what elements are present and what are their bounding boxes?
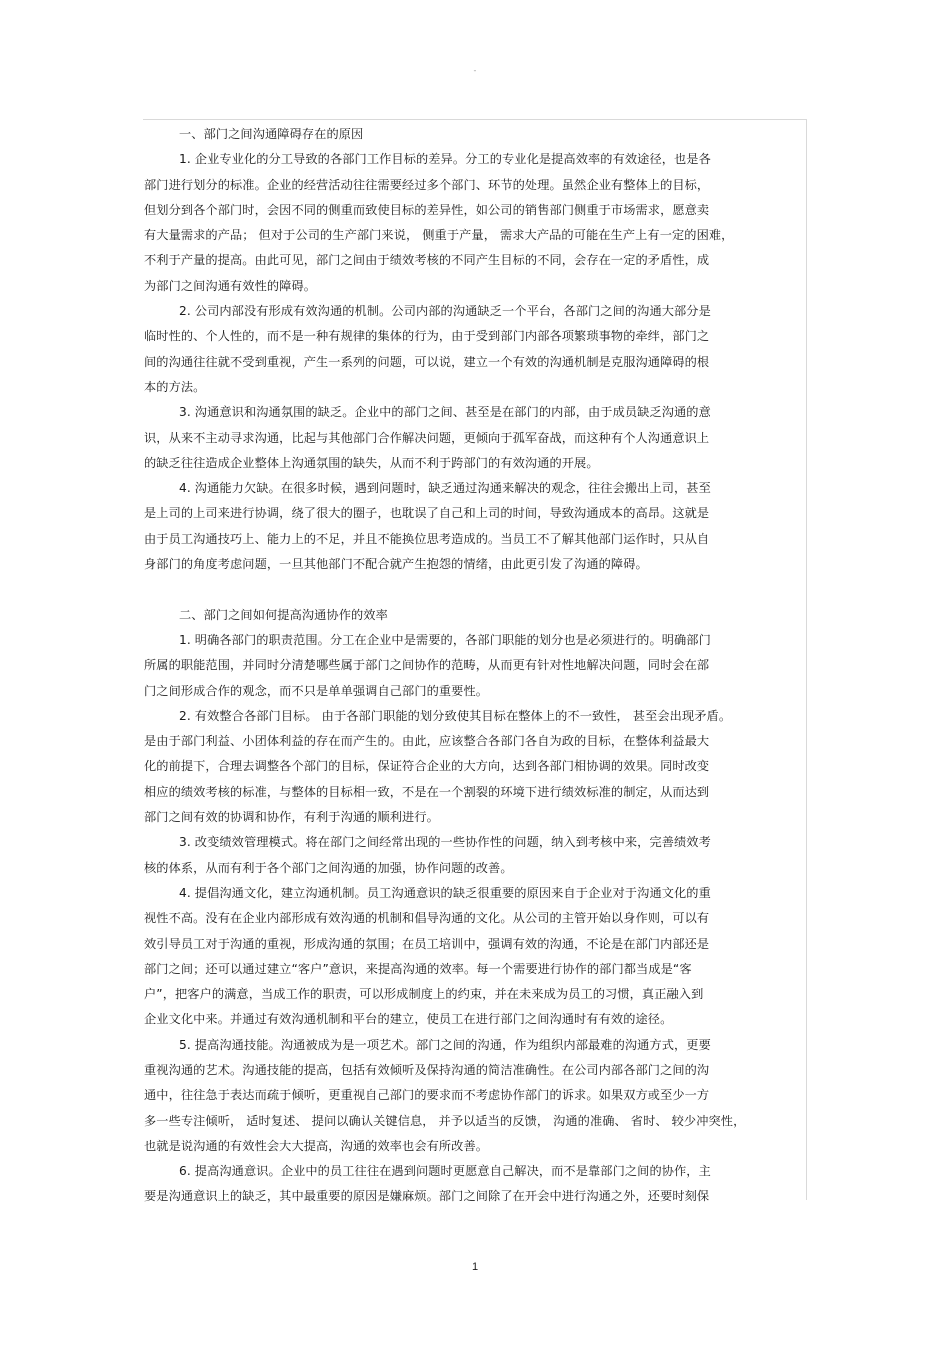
paragraph-line: 1. 企业专业化的分工导致的各部门工作目标的差异。分工的专业化是提高效率的有效途径，也是各 [179,152,711,167]
section-heading: 二、部门之间如何提高沟通协作的效率 [179,607,388,622]
paragraph-line: 企业文化中来。并通过有效沟通机制和平台的建立，使员工在进行部门之间沟通时有有效的途径。 [144,1012,673,1027]
paragraph-line: 效引导员工对于沟通的重视，形成沟通的氛围；在员工培训中，强调有效的沟通，不论是在部门内部还是 [144,936,710,951]
paragraph-line: 的缺乏往往造成企业整体上沟通氛围的缺失，从而不利于跨部门的有效沟通的开展。 [144,455,599,470]
paragraph-line: 由于员工沟通技巧上、能力上的不足，并且不能换位思考造成的。当员工不了解其他部门运作时，只从自 [144,531,710,546]
paragraph-line: 视性不高。没有在企业内部形成有效沟通的机制和倡导沟通的文化。从公司的主管开始以身作则，可以有 [144,911,710,926]
paragraph-line: 本的方法。 [144,379,206,394]
paragraph-line: 间的沟通往往就不受到重视，产生一系列的问题，可以说，建立一个有效的沟通机制是克服沟通障碍的根 [144,354,710,369]
paragraph-line: 有大量需求的产品； 但对于公司的生产部门来说， 侧重于产量， 需求大产品的可能在生产上有一定的困难， [144,228,734,243]
paragraph-line: 临时性的、个人性的，而不是一种有规律的集体的行为，由于受到部门内部各项繁琐事物的牵绊，部门之 [144,329,710,344]
section-gap [144,577,794,602]
paragraph-line: 要是沟通意识上的缺乏，其中最重要的原因是嫌麻烦。部门之间除了在开会中进行沟通之外，还要时刻保 [144,1189,710,1204]
paragraph-line: 但划分到各个部门时，会因不同的侧重而致使目标的差异性，如公司的销售部门侧重于市场需求，愿意卖 [144,202,710,217]
paragraph-line: 4. 提倡沟通文化，建立沟通机制。员工沟通意识的缺乏很重要的原因来自于企业对于沟通文化的重 [179,885,711,900]
paragraph-line: 化的前提下，合理去调整各个部门的目标，保证符合企业的大方向，达到各部门相协调的效果。同时改变 [144,759,710,774]
paragraph-line: 门之间形成合作的观念，而不只是单单强调自己部门的重要性。 [144,683,489,698]
paragraph-line: 重视沟通的艺术。沟通技能的提高，包括有效倾听及保持沟通的简洁准确性。在公司内部各部门之间的沟 [144,1062,710,1077]
paragraph-line: 身部门的角度考虑问题，一旦其他部门不配合就产生抱怨的情绪，由此更引发了沟通的障碍。 [144,557,648,572]
paragraph-line: 2. 有效整合各部门目标。 由于各部门职能的划分致使其目标在整体上的不一致性， 甚至会出现矛盾。 [179,708,732,723]
paragraph-line: 户”，把客户的满意，当成工作的职责，可以形成制度上的约束，并在未来成为员工的习惯，真正融入到 [144,987,704,1002]
paragraph-line: 1. 明确各部门的职责范围。分工在企业中是需要的，各部门职能的划分也是必须进行的。明确部门 [179,632,711,647]
paragraph-line: 不利于产量的提高。由此可见，部门之间由于绩效考核的不同产生目标的不同，会存在一定的矛盾性，成 [144,253,710,268]
page-number: 1 [471,1261,479,1273]
paragraph-line: 多一些专注倾听， 适时复述、 提问以确认关键信息， 并予以适当的反馈， 沟通的准确、 省时、 较少冲突性， [144,1113,746,1128]
paragraph-line: 4. 沟通能力欠缺。在很多时候，遇到问题时，缺乏通过沟通来解决的观念，往往会搬出上司，甚至 [179,481,711,496]
paragraph-line: 所属的职能范围，并同时分清楚哪些属于部门之间协作的范畴，从而更有针对性地解决问题，同时会在部 [144,658,710,673]
document-body [144,122,794,1210]
paragraph-line: 2. 公司内部没有形成有效沟通的机制。公司内部的沟通缺乏一个平台，各部门之间的沟通大部分是 [179,304,711,319]
paragraph-line: 为部门之间沟通有效性的障碍。 [144,278,317,293]
paragraph-line: 部门之间有效的协调和协作，有利于沟通的顺利进行。 [144,810,439,825]
paragraph-line: 也就是说沟通的有效性会大大提高，沟通的效率也会有所改善。 [144,1138,489,1153]
paragraph-line: 识，从来不主动寻求沟通，比起与其他部门合作解决问题，更倾向于孤军奋战，而这种有个人沟通意识上 [144,430,710,445]
section-heading: 一、部门之间沟通障碍存在的原因 [179,127,364,141]
paragraph-line: 是由于部门利益、小团体利益的存在而产生的。由此，应该整合各部门各自为政的目标，在整体利益最大 [144,734,710,749]
paragraph-line: 6. 提高沟通意识。企业中的员工往往在遇到问题时更愿意自己解决，而不是靠部门之间的协作，主 [179,1164,711,1179]
paragraph-line: 部门进行划分的标准。企业的经营活动往往需要经过多个部门、环节的处理。虽然企业有整体上的目标， [144,177,710,192]
paragraph-line: 3. 沟通意识和沟通氛围的缺乏。企业中的部门之间、甚至是在部门的内部，由于成员缺乏沟通的意 [179,405,711,420]
paragraph-line: 部门之间；还可以通过建立“客户”意识，来提高沟通的效率。每一个需要进行协作的部门都当成是“客 [144,961,692,976]
paragraph-line: 通中，往往急于表达而疏于倾听，更重视自己部门的要求而不考虑协作部门的诉求。如果双方或至少一方 [144,1088,710,1103]
paragraph-line: 核的体系，从而有利于各个部门之间沟通的加强，协作问题的改善。 [144,860,513,875]
paragraph-line: 5. 提高沟通技能。沟通被成为是一项艺术。部门之间的沟通，作为组织内部最难的沟通方式，更要 [179,1037,711,1052]
paragraph-line: 是上司的上司来进行协调，绕了很大的圈子，也耽误了自己和上司的时间，导致沟通成本的高昂。这就是 [144,506,710,521]
header-mark: - [473,66,477,75]
paragraph-line: 3. 改变绩效管理模式。将在部门之间经常出现的一些协作性的问题，纳入到考核中来，完善绩效考 [179,835,711,850]
paragraph-line: 相应的绩效考核的标准，与整体的目标相一致，不是在一个割裂的环境下进行绩效标准的制定，从而达到 [144,784,710,799]
